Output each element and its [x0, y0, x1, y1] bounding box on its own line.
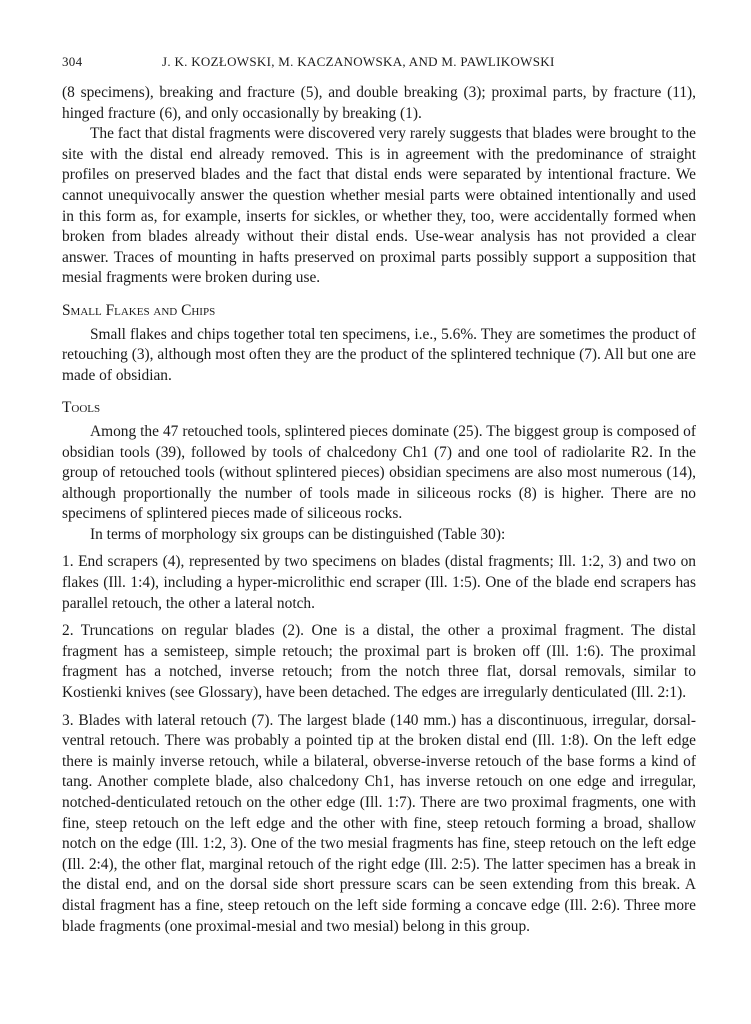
group-lateral-retouch: 3. Blades with lateral retouch (7). The largest blade (140 mm.) has a discontinuous, irregular, dorsal-ventral retouch. There was probably a pointed tip at the broken distal end (Ill. 1:8). On the left edge there is mainly inverse retouch, while a bilateral, obverse-inverse retouch of the base forms a kind of tang. Another complete blade, also chalcedony Ch1, has inverse retouch on one edge and irregular, notched-denticulated retouch on the other edge (Ill. 1:7). There are two proximal fragments, one with fine, steep retouch on the left edge and the other with fine, steep retouch forming a broad, shallow notch on the edge (Ill. 1:2, 3). One of the two mesial fragments has fine, steep retouch on the left edge (Ill. 2:4), the other flat, marginal retouch of the right edge (Ill. 2:5). The latter specimen has a break in the distal end, and on the dorsal side short pressure scars can be seen extending from this break. A distal fragment has a fine, steep retouch on the left side forming a concave edge (Ill. 2:6). Three more blade fragments (one proximal-mesial and two mesial) belong in this group. — [62, 711, 696, 935]
paragraph-distal-fragments: The fact that distal fragments were discovered very rarely suggests that blades were brought to the site with the distal end already removed. This is in agreement with the predominance of straight profiles on preserved blades and the fact that distal ends were separated by intentional fracture. We cannot unequivocally answer the question whether mesial parts were obtained intentionally and used in this form as, for example, inserts for sickles, or whether they, too, were accidentally formed when broken from blades already without their distal ends. Use-wear analysis has not provided a clear answer. Traces of mounting in hafts preserved on proximal parts possibly support a supposition that mesial fragments were broken during use. — [62, 125, 696, 287]
paragraph-continuation: (8 specimens), breaking and fracture (5), and double breaking (3); proximal parts, by fracture (11), hinged fracture (6), and only occasionally by breaking (1). — [62, 84, 696, 122]
running-head — [62, 52, 696, 74]
paragraph-small-flakes: Small flakes and chips together total ten specimens, i.e., 5.6%. They are sometimes the product of retouching (3), although most often they are the product of the splintered technique (7). All but one are made of obsidian. — [62, 325, 696, 384]
group-end-scrapers: 1. End scrapers (4), represented by two specimens on blades (distal fragments; Ill. 1:2, 3) and two on flakes (Ill. 1:4), including a hyper-microlithic end scraper (Ill. 1:5). One of the blade end scrapers has parallel retouch, the other a lateral notch. — [62, 553, 696, 612]
section-heading-tools: Tools — [62, 399, 101, 417]
paragraph-morphology-groups: In terms of morphology six groups can be distinguished (Table 30): — [90, 525, 506, 543]
running-head-authors: J. K. KOZŁOWSKI, M. KACZANOWSKA, AND M. PAWLIKOWSKI — [162, 54, 555, 69]
group-truncations: 2. Truncations on regular blades (2). One is a distal, the other a proximal fragment. The distal fragment has a semisteep, simple retouch; the proximal part is broken off (Ill. 1:6). The proximal fragment has a notched, inverse retouch; from the notch three flat, dorsal removals, similar to Kostienki knives (see Glossary), have been detached. The edges are irregularly denticulated (Ill. 2:1). — [62, 622, 696, 702]
section-heading-small-flakes: Small Flakes and Chips — [62, 301, 216, 319]
paragraph-tools-intro: Among the 47 retouched tools, splintered pieces dominate (25). The biggest group is composed of obsidian tools (39), followed by tools of chalcedony Ch1 (7) and one tool of radiolarite R2. In the group of retouched tools (without splintered pieces) obsidian specimens are also most numerous (14), although proportionally the number of tools made in siliceous rocks (8) is higher. There are no specimens of splintered pieces made of siliceous rocks. — [62, 422, 696, 523]
page-number: 304 — [62, 54, 83, 69]
page — [62, 52, 696, 937]
